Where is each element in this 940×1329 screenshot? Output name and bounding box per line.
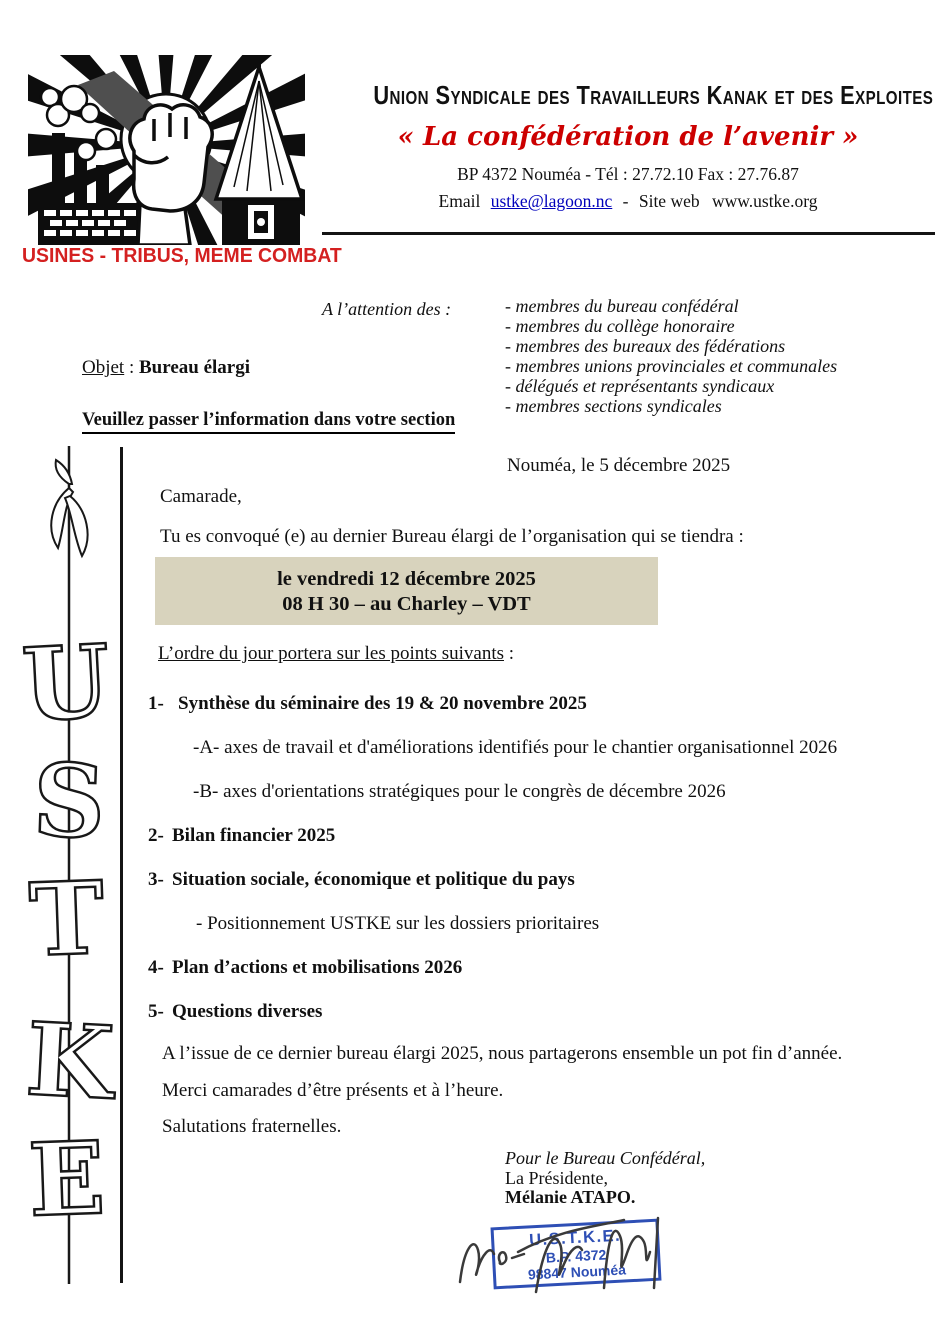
agenda-subitem-1a: -A- axes de travail et d'améliorations identifiés pour le chantier organisationnel 2026	[193, 737, 838, 758]
attention-label: A l’attention des :	[322, 299, 452, 319]
meeting-date: le vendredi 12 décembre 2025	[277, 568, 536, 590]
subject-label: Objet	[82, 357, 125, 378]
agenda-subitem-3a: - Positionnement USTKE sur les dossiers prioritaires	[196, 913, 600, 934]
agenda-item-2: 2- Bilan financier 2025	[148, 825, 336, 846]
subject-value: Bureau élargi	[139, 357, 251, 378]
recipient-item: - membres du collège honoraire	[505, 316, 735, 336]
agenda-subitem-1b: -B- axes d'orientations stratégiques pour le congrès de décembre 2026	[193, 781, 726, 802]
agenda-item-5: 5- Questions diverses	[148, 1001, 323, 1022]
org-motto: « La confédération de l’avenir »	[397, 122, 859, 152]
stamp-city: 98847 Nouméa	[527, 1261, 627, 1283]
contact-line	[320, 191, 936, 212]
email-label: Email	[438, 191, 481, 211]
signature-role: Pour le Bureau Confédéral,	[505, 1148, 706, 1168]
recipient-item: - membres des bureaux des fédérations	[505, 336, 786, 356]
signature-title: La Présidente,	[505, 1167, 608, 1188]
intro-paragraph: Tu es convoqué (e) au dernier Bureau élargi de l’organisation qui se tiendra :	[160, 526, 744, 547]
signature-block	[505, 1149, 705, 1208]
meeting-time-place: 08 H 30 – au Charley – VDT	[282, 593, 531, 615]
recipient-item: - membres du bureau confédéral	[505, 296, 739, 316]
stamp-org: U.S.T.K.E.	[528, 1226, 622, 1250]
closing-paragraph-2: Merci camarades d’être présents et à l’heure.	[162, 1080, 504, 1101]
brick-wall	[38, 203, 142, 245]
spear-letter: K	[23, 999, 117, 1123]
recipient-item: - délégués et représentants syndicaux	[505, 376, 775, 396]
salutation: Camarade,	[160, 486, 242, 507]
signature-name: Mélanie ATAPO.	[505, 1187, 636, 1207]
agenda-item-4: 4- Plan d’actions et mobilisations 2026	[148, 957, 463, 978]
subject-line	[82, 357, 250, 379]
recipient-item: - membres sections syndicales	[505, 396, 722, 416]
separator-dash: -	[622, 191, 629, 211]
meeting-details-box	[155, 557, 658, 625]
spear-letter: S	[31, 740, 108, 862]
spear-letter: E	[26, 1118, 107, 1240]
closing-paragraph-1: A l’issue de ce dernier bureau élargi 2025, nous partagerons ensemble un pot fin d’année.	[162, 1043, 843, 1064]
recipient-item: - membres unions provinciales et communales	[505, 356, 838, 376]
ustke-logo	[28, 55, 305, 245]
agenda-heading-colon: :	[504, 643, 515, 664]
section-notice: Veuillez passer l’information dans votre section	[82, 410, 455, 434]
agenda-heading: L’ordre du jour portera sur les points suivants :	[158, 643, 515, 664]
org-address: BP 4372 Nouméa - Tél : 27.72.10 Fax : 27.76.87	[457, 164, 799, 184]
agenda-item-1: 1- Synthèse du séminaire des 19 & 20 novembre 2025	[148, 693, 587, 714]
org-name: Union Syndicale des Travailleurs Kanak et des Exploites	[373, 80, 934, 110]
ustke-spear-art	[12, 440, 124, 1290]
stamp-po-box: B.P. 4372	[545, 1246, 607, 1266]
logo-caption: USINES - TRIBUS, MEME COMBAT	[22, 245, 342, 267]
closing-paragraph-3: Salutations fraternelles.	[162, 1116, 342, 1137]
dateline: Nouméa, le 5 décembre 2025	[507, 455, 731, 476]
signature-scrawl	[448, 1200, 683, 1305]
header-rule	[322, 232, 935, 235]
email-link[interactable]: ustke@lagoon.nc	[490, 191, 613, 211]
spear-letter: T	[27, 858, 107, 980]
subject-separator: :	[124, 357, 139, 378]
letterhead	[320, 80, 936, 212]
site-label: Site web	[638, 191, 700, 211]
agenda-item-3: 3- Situation sociale, économique et politique du pays	[148, 869, 575, 890]
recipients-list	[505, 296, 837, 416]
spear-letter: U	[19, 621, 113, 745]
site-url: www.ustke.org	[711, 191, 818, 211]
